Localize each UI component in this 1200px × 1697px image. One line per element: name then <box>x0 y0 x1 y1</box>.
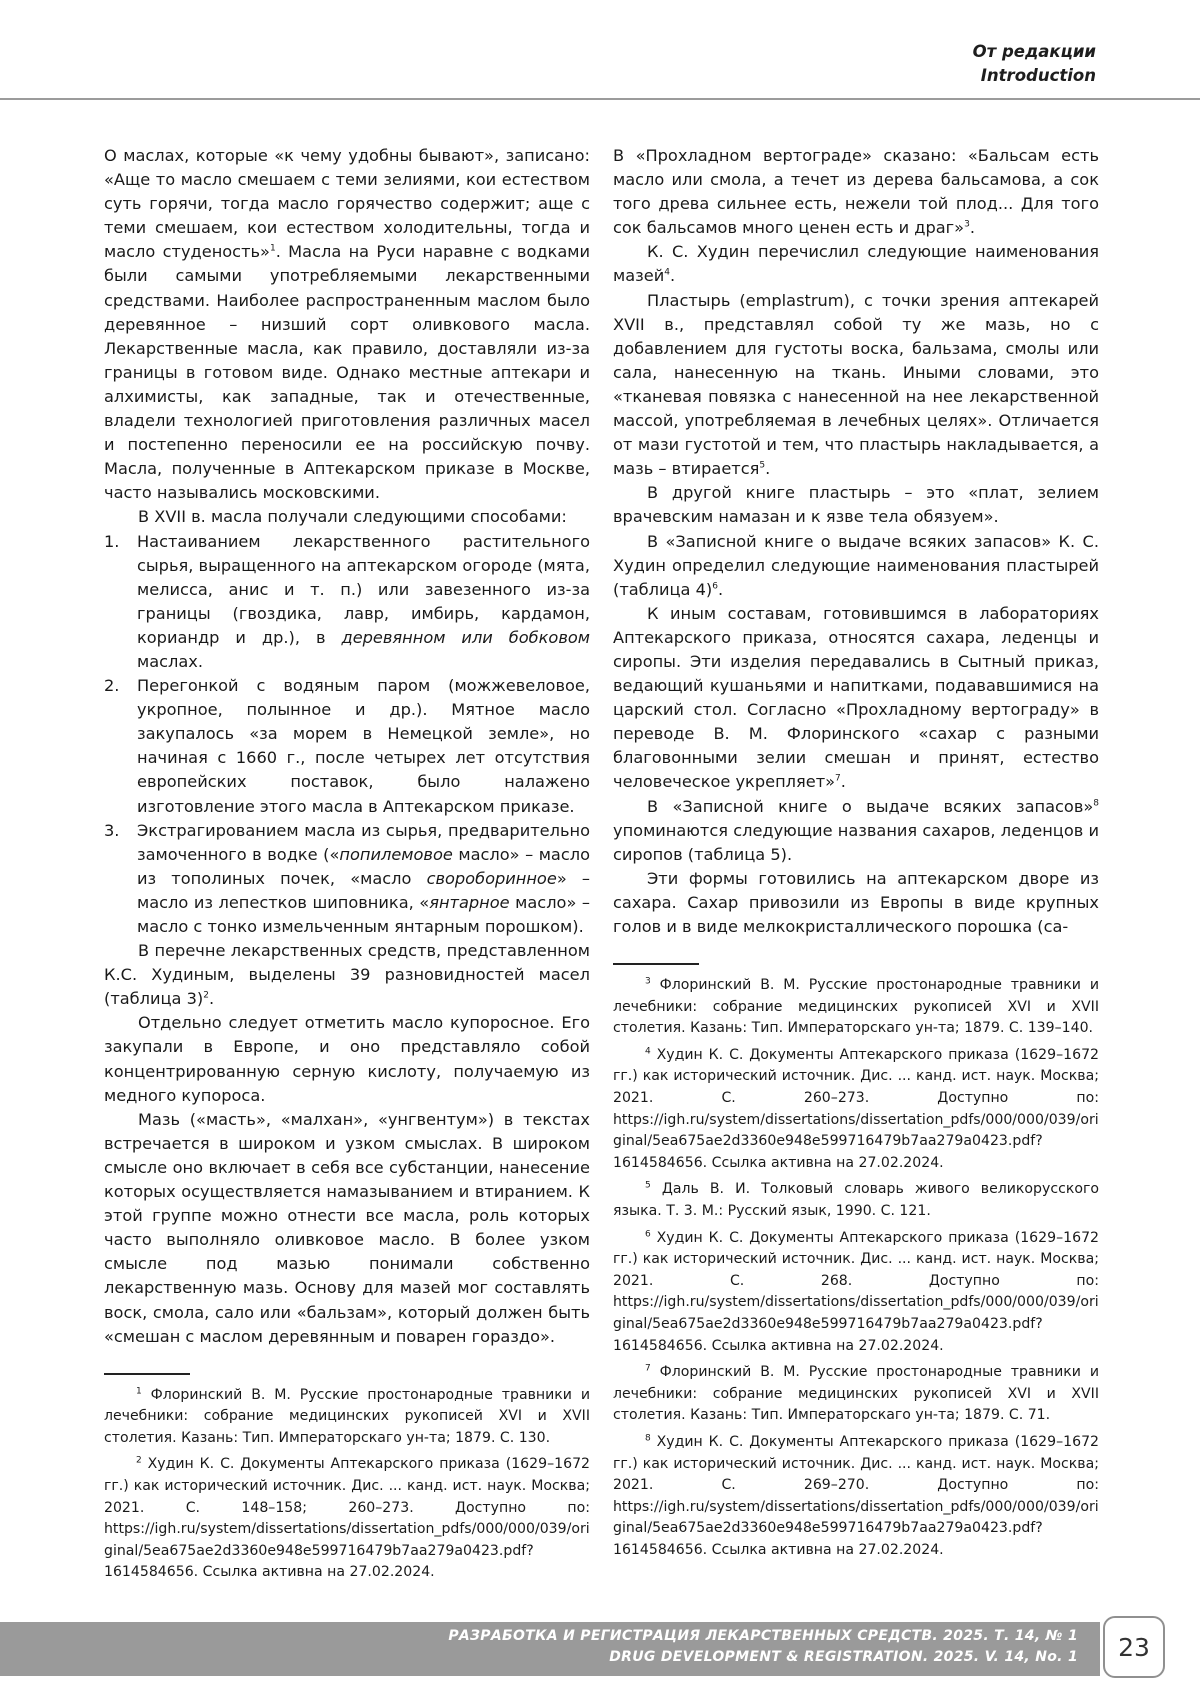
paragraph: Пластырь (emplastrum), с точки зрения аптекарей XVII в., представлял собой ту же мазь, но с добавлением для густоты воска, бальзама, смолы или сала, нанесенную на ткань. Иными словами, это «тканевая повязка с нанесенной на нее лекарственной массой, употребляемая в лечебных целях». Отличается от мази густотой и тем, что пластырь накладывается, а мазь – втирается$^5$. <box>613 290 1099 479</box>
footnote-ref[interactable]: 8 <box>1093 798 1099 809</box>
methods-list <box>104 530 590 940</box>
header-rule <box>0 98 1200 100</box>
list-number: 3. <box>104 820 120 840</box>
right-column <box>613 144 1099 1567</box>
section-title-en: Introduction <box>980 66 1096 85</box>
journal-title-ru: РАЗРАБОТКА И РЕГИСТРАЦИЯ ЛЕКАРСТВЕННЫХ СРЕДСТВ. 2025. Т. 14, № 1 <box>448 1628 1078 1644</box>
journal-footer <box>448 1626 1078 1668</box>
footnote-rule <box>104 1373 190 1375</box>
list-item <box>104 819 590 939</box>
page-number: 23 <box>1103 1616 1165 1678</box>
paragraph: В «Прохладном вертограде» сказано: «Бальсам есть масло или смола, а течет из дерева бальсамова, а сок того древа сильнее есть, нежели той плод... Для того сок бальсамов много ценен есть и драг»$^3$. <box>613 146 1099 238</box>
footnote: $^8$ Худин К. С. Документы Аптекарского приказа (1629–1672 гг.) как исторический источник. Дис. ... канд. ист. наук. Москва; 2021. С. 269–270. Доступно по: https://igh.ru/system/dissertations/dissertation_pdfs/000/000/039/original/5ea675ae2d3360e948e599716479b7aa279a0423.pdf?1614584656. Ссылка активна на 27.02.2024. <box>613 1433 1099 1558</box>
footnote-ref[interactable]: 2 <box>203 990 209 1001</box>
running-header <box>973 40 1096 88</box>
section-title-ru: От редакции <box>972 42 1096 61</box>
footnote-ref[interactable]: 1 <box>269 243 276 254</box>
list-item <box>104 530 590 675</box>
paragraph: В «Записной книге о выдаче всяких запасов» К. С. Худин определил следующие наименования пластырей (таблица 4)$^6$. <box>613 531 1099 599</box>
footnote-ref[interactable]: 3 <box>964 219 970 230</box>
left-column <box>104 144 590 1589</box>
footnote-ref[interactable]: 5 <box>759 460 766 471</box>
footnote: $^4$ Худин К. С. Документы Аптекарского приказа (1629–1672 гг.) как исторический источник. Дис. ... канд. ист. наук. Москва; 2021. С. 260–273. Доступно по: https://igh.ru/system/dissertations/dissertation_pdfs/000/000/039/original/5ea675ae2d3360e948e599716479b7aa279a0423.pdf?1614584656. Ссылка активна на 27.02.2024. <box>613 1046 1099 1171</box>
paragraph: В перечне лекарственных средств, представленном К.С. Худиным, выделены 39 разновидностей масел (таблица 3)$^2$. <box>104 941 590 1009</box>
footnote: $^3$ Флоринский В. М. Русские простонародные травники и лечебники: собрание медицинских рукописей XVI и XVII столетия. Казань: Тип. Императорскаго ун-та; 1879. С. 139–140. <box>613 976 1099 1037</box>
footnote: $^2$ Худин К. С. Документы Аптекарского приказа (1629–1672 гг.) как исторический источник. Дис. ... канд. ист. наук. Москва; 2021. С. 148–158; 260–273. Доступно по: https://igh.ru/system/dissertations/dissertation_pdfs/000/000/039/original/5ea675ae2d3360e948e599716479b7aa279a0423.pdf?1614584656. Ссылка активна на 27.02.2024. <box>104 1455 590 1581</box>
paragraph: Отдельно следует отметить масло купоросное. Его закупали в Европе, и оно представляло собой концентрированную серную кислоту, получаемую из медного купороса. <box>104 1013 590 1105</box>
list-text: Настаиванием лекарственного растительного сырья, выращенного на аптекарском огороде (мята, мелисса, анис и т. п.) или завезенного из-за границы (гвоздика, лавр, имбирь, кардамон, кориандр и др.), в деревянном или бобковом маслах. <box>137 531 590 671</box>
paragraph: К иным составам, готовившимся в лабораториях Аптекарского приказа, относятся сахара, леденцы и сиропы. Эти изделия передавались в Сытный приказ, ведающий кушаньями и напитками, подававшимися на царский стол. Согласно «Прохладному вертограду» в переводе В. М. Флоринского «сахар с разными благовонными зелии смешан и принят, естество человеческое укрепляет»$^7$. <box>613 603 1099 792</box>
list-item <box>104 674 590 819</box>
footnote-rule <box>613 963 699 965</box>
footnote: $^6$ Худин К. С. Документы Аптекарского приказа (1629–1672 гг.) как исторический источник. Дис. ... канд. ист. наук. Москва; 2021. С. 268. Доступно по: https://igh.ru/system/dissertations/dissertation_pdfs/000/000/039/original/5ea675ae2d3360e948e599716479b7aa279a0423.pdf?1614584656. Ссылка активна на 27.02.2024. <box>613 1228 1099 1354</box>
list-number: 1. <box>104 531 120 551</box>
footnote: $^7$ Флоринский В. М. Русские простонародные травники и лечебники: собрание медицинских рукописей XVI и XVII столетия. Казань: Тип. Императорскаго ун-та; 1879. С. 71. <box>613 1363 1099 1424</box>
footnote-ref[interactable]: 6 <box>712 581 718 592</box>
paragraph: К. С. Худин перечислил следующие наименования мазей$^4$. <box>613 242 1099 286</box>
footnote-ref[interactable]: 4 <box>664 268 670 279</box>
footnote: $^1$ Флоринский В. М. Русские простонародные травники и лечебники: собрание медицинских рукописей XVI и XVII столетия. Казань: Тип. Императорскаго ун-та; 1879. С. 130. <box>104 1386 590 1446</box>
paragraph: Эти формы готовились на аптекарском дворе из сахара. Сахар привозили из Европы в виде крупных голов и в виде мелкокристаллического порошка (са- <box>613 868 1099 936</box>
list-number: 2. <box>104 676 120 696</box>
journal-title-en: DRUG DEVELOPMENT & REGISTRATION. 2025. V. 14, No. 1 <box>609 1649 1078 1665</box>
paragraph: В другой книге пластырь – это «плат, зелием врачевским намазан и к язве тела обязуем». <box>613 483 1099 527</box>
footnote: $^5$ Даль В. И. Толковый словарь живого великорусского языка. Т. 3. М.: Русский язык, 1990. С. 121. <box>613 1180 1099 1220</box>
paragraph: В XVII в. масла получали следующими способами: <box>138 507 567 527</box>
paragraph: О маслах, которые «к чему удобны бывают», записано: «Аще то масло смешаем с теми зелиями, кои естеством суть горячи, тогда масло горячество содержит; аще с теми смешаем, кои естеством холодительны, тогда и масло студеность»$^1$. Масла на Руси наравне с водками были самыми употребляемыми лекарственными средствами. Наиболее распространенным маслом было деревянное – низший сорт оливкового масла. Лекарственные масла, как правило, доставляли из-за границы в готовом виде. Однако местные аптекари и алхимисты, как западные, так и отечественные, владели технологией приготовления различных масел и постепенно переносили ее на российскую почву. Масла, полученные в Аптекарском приказе в Москве, часто назывались московскими. <box>104 146 590 503</box>
list-text: Перегонкой с водяным паром (можжевеловое, укропное, полынное и др.). Мятное масло закупалось «за морем в Немецкой земле», но начиная с 1660 г., после четырех лет отсутствия европейских поставок, было налажено изготовление этого масла в Аптекарском приказе. <box>137 676 590 816</box>
footnote-ref[interactable]: 7 <box>835 774 841 785</box>
paragraph: В «Записной книге о выдаче всяких запасов»$^8$ упоминаются следующие названия сахаров, леденцов и сиропов (таблица 5). <box>613 796 1099 864</box>
paragraph: Мазь («масть», «малхан», «унгвентум») в текстах встречается в широком и узком смыслах. В широком смысле оно включает в себя все субстанции, нанесение которых осуществляется намазыванием и втиранием. К этой группе можно отнести все масла, роль которых часто выполняло оливковое масло. В более узком смысле под мазью понимали собственно лекарственную мазь. Основу для мазей мог составлять воск, смола, сало или «бальзам», который должен быть «смешан с маслом деревянным и поварен гораздо». <box>104 1109 590 1346</box>
list-text: Экстрагированием масла из сырья, предварительно замоченного в водке («попилемовое масло» – масло из тополиных почек, «масло свороборинное» – масло из лепестков шиповника, «янтарное масло» – масло с тонко измельченным янтарным порошком). <box>137 820 591 936</box>
